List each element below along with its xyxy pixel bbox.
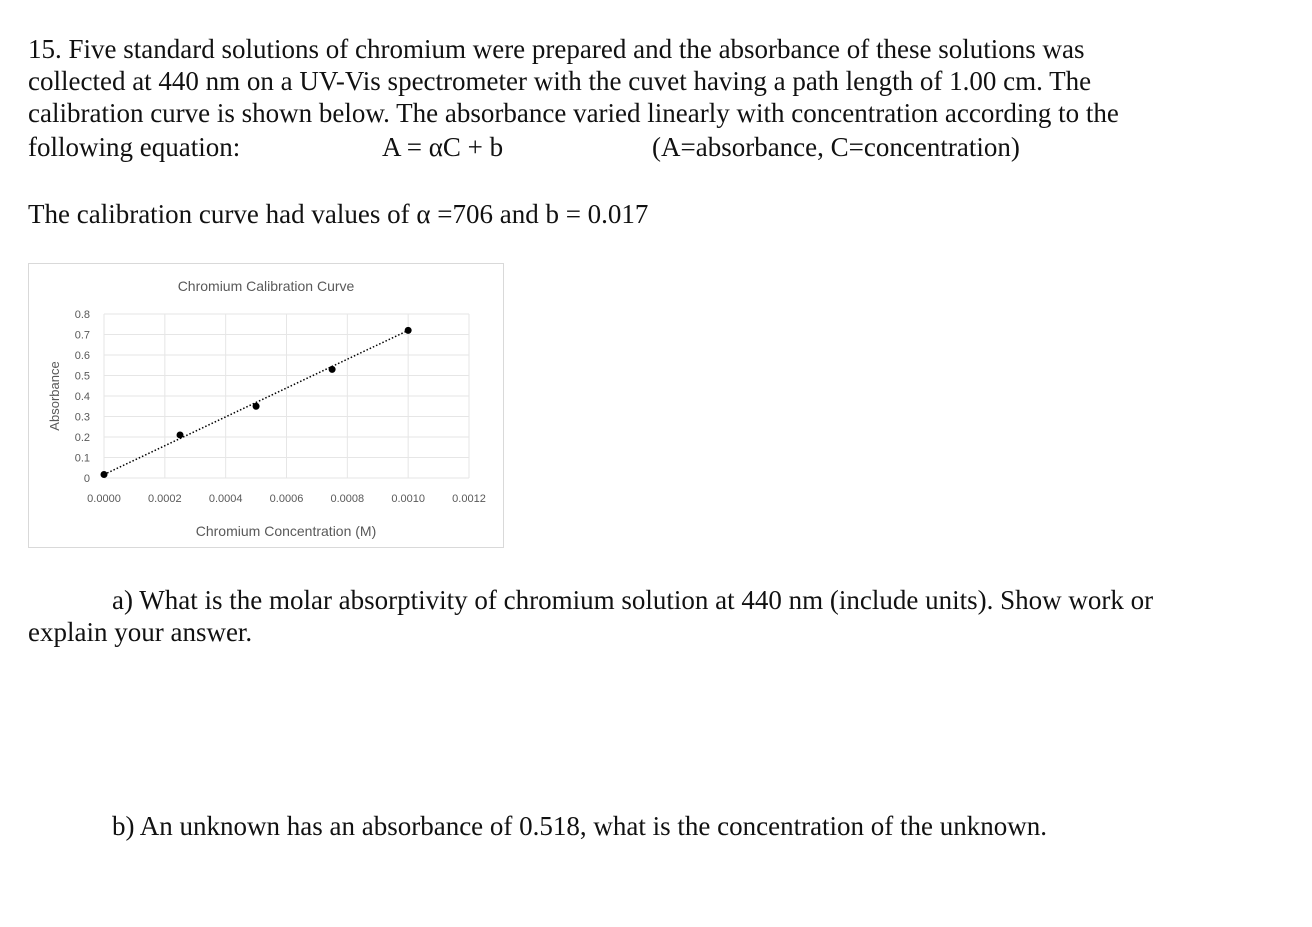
trendline bbox=[104, 330, 408, 474]
y-tick-label: 0.7 bbox=[74, 329, 90, 342]
x-tick-label: 0.0000 bbox=[87, 493, 121, 505]
x-tick-label: 0.0002 bbox=[148, 493, 182, 505]
equation-legend: (A=absorbance, C=concentration) bbox=[652, 132, 1020, 162]
y-tick-label: 0.2 bbox=[74, 432, 90, 444]
y-tick-label: 0.8 bbox=[74, 309, 90, 321]
y-tick-label: 0.3 bbox=[74, 411, 90, 424]
x-tick-label: 0.0006 bbox=[269, 493, 304, 505]
y-tick-label: 0.6 bbox=[74, 350, 90, 362]
chart-title: Chromium Calibration Curve bbox=[177, 278, 355, 294]
data-point bbox=[177, 431, 184, 438]
question-line-1: 15. Five standard solutions of chromium were prepared and the absorbance of these solutions was bbox=[28, 34, 1085, 64]
x-axis-label: Chromium Concentration (M) bbox=[195, 523, 377, 539]
part-b-line-1: b) An unknown has an absorbance of 0.518, what is the concentration of the unknown. bbox=[112, 811, 1048, 841]
data-point bbox=[329, 366, 336, 373]
x-tick-label: 0.0010 bbox=[391, 493, 425, 505]
y-tick-label: 0.5 bbox=[74, 370, 90, 383]
part-a-line-1: a) What is the molar absorptivity of chromium solution at 440 nm (include units). Show work or bbox=[112, 585, 1154, 615]
y-tick-label: 0.1 bbox=[74, 452, 90, 465]
data-point bbox=[253, 403, 260, 410]
question-line-3: calibration curve is shown below. The absorbance varied linearly with concentration according to the bbox=[28, 98, 1119, 128]
calibration-chart bbox=[28, 263, 504, 548]
x-tick-label: 0.0012 bbox=[452, 493, 486, 505]
question-line-2: collected at 440 nm on a UV-Vis spectrometer with the cuvet having a path length of 1.00 cm. The bbox=[28, 66, 1092, 96]
data-point bbox=[101, 471, 108, 478]
chart-svg bbox=[29, 264, 505, 549]
data-point bbox=[405, 327, 412, 334]
y-axis-label: Absorbance bbox=[47, 361, 62, 431]
x-tick-label: 0.0004 bbox=[208, 493, 243, 505]
y-tick-label: 0.4 bbox=[74, 391, 90, 403]
x-tick-label: 0.0008 bbox=[330, 493, 365, 505]
question-line-4-label: following equation: bbox=[28, 132, 241, 162]
y-tick-label: 0 bbox=[83, 473, 90, 485]
equation: A = αC + b bbox=[382, 132, 504, 162]
calibration-values: The calibration curve had values of α =706 and b = 0.017 bbox=[28, 199, 649, 229]
part-a-line-2: explain your answer. bbox=[28, 617, 253, 647]
